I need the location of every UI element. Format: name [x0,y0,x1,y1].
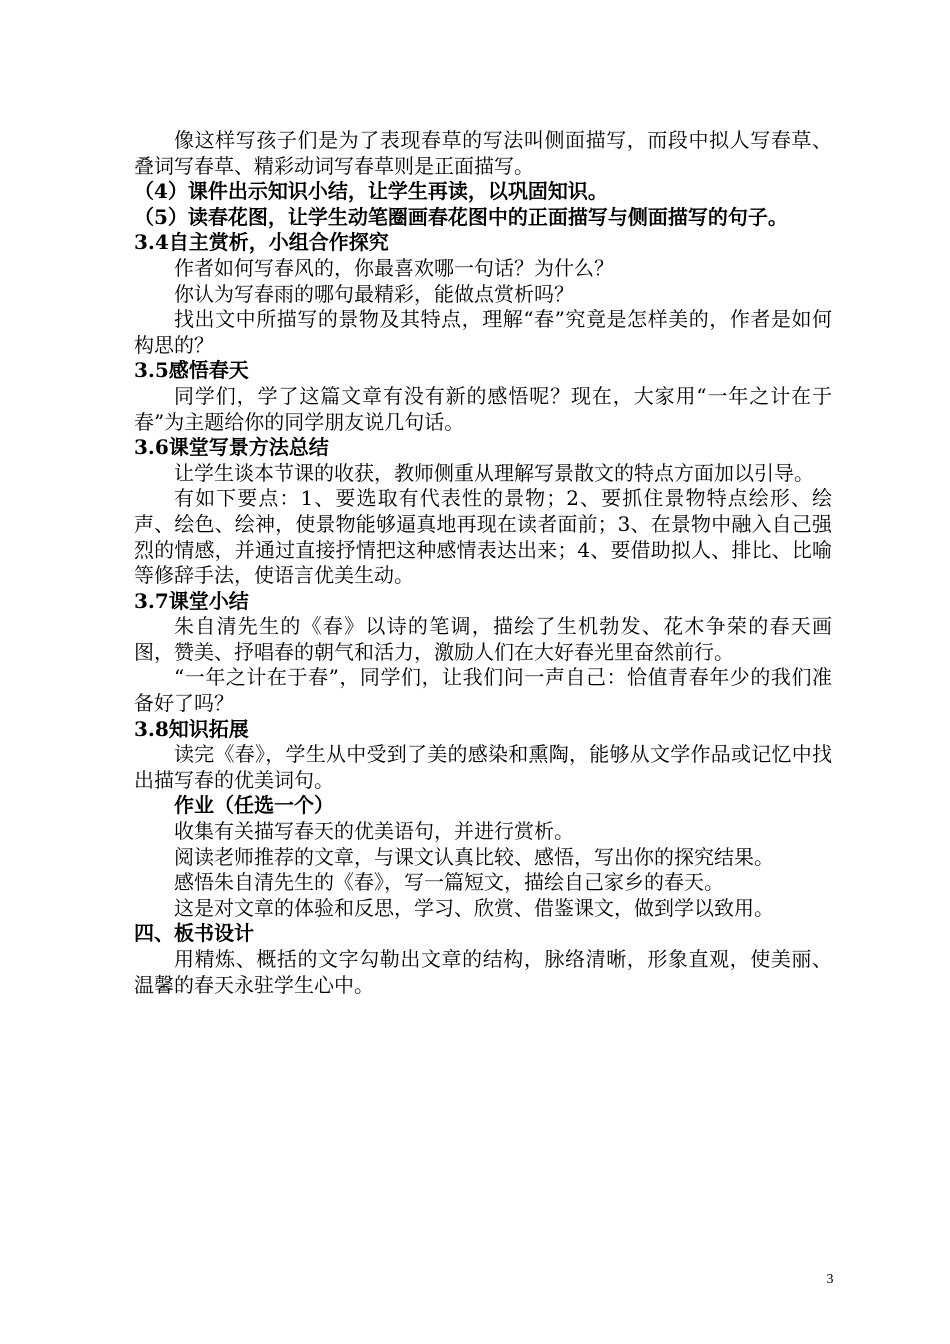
section-3-7-heading: 3.7课堂小结 [134,588,249,613]
paragraph-knowledge-extension: 读完《春》，学生从中受到了美的感染和熏陶，能够从文学作品或记忆中找出描写春的优美词句。 [134,742,832,792]
paragraph-lesson-harvest: 让学生谈本节课的收获，教师侧重从理解写景散文的特点方面加以引导。 [174,460,814,485]
step-4-heading: （4）课件出示知识小结，让学生再读，以巩固知识。 [134,179,608,204]
homework-item-2: 阅读老师推荐的文章，与课文认真比较、感悟，写出你的探究结果。 [174,844,774,869]
question-scenery-structure: 找出文中所描写的景物及其特点，理解“春”究竟是怎样美的，作者是如何构思的？ [134,307,832,357]
document-body [134,128,832,998]
step-5-heading: （5）读春花图，让学生动笔圈画春花图中的正面描写与侧面描写的句子。 [134,204,788,229]
section-3-4-heading: 3.4自主赏析，小组合作探究 [134,230,389,255]
section-4-heading: 四、板书设计 [134,921,254,946]
homework-heading: 作业（任选一个） [174,793,334,818]
homework-item-1: 收集有关描写春天的优美语句，并进行赏析。 [174,819,574,844]
section-3-8-heading: 3.8知识拓展 [134,716,249,741]
homework-item-3: 感悟朱自清先生的《春》，写一篇短文，描绘自己家乡的春天。 [174,870,724,895]
paragraph-key-points: 有如下要点：1、要选取有代表性的景物；2、要抓住景物特点绘形、绘声、绘色、绘神，使景物能够逼真地再现在读者面前；3、在景物中融入自己强烈的情感，并通过直接抒情把这种感情表达出来；4、要借助拟人、排比、比喻等修辞手法，使语言优美生动。 [134,486,832,588]
paragraph-board-design: 用精炼、概括的文字勾勒出文章的结构，脉络清晰，形象直观，使美丽、温馨的春天永驻学生心中。 [134,947,832,997]
paragraph-summary: 朱自清先生的《春》以诗的笔调，描绘了生机勃发、花木争荣的春天画图，赞美、抒唱春的朝气和活力，激励人们在大好春光里奋然前行。 [134,614,832,664]
paragraph-feel-spring: 同学们，学了这篇文章有没有新的感悟呢？现在，大家用“一年之计在于春”为主题给你的同学朋友说几句话。 [134,383,832,434]
section-3-6-heading: 3.6课堂写景方法总结 [134,435,329,460]
paragraph-side-description: 像这样写孩子们是为了表现春草的写法叫侧面描写，而段中拟人写春草、叠词写春草、精彩动词写春草则是正面描写。 [134,128,832,178]
section-3-5-heading: 3.5感悟春天 [134,358,249,383]
paragraph-reflection: 这是对文章的体验和反思，学习、欣赏、借鉴课文，做到学以致用。 [174,895,774,920]
question-spring-wind: 作者如何写春风的，你最喜欢哪一句话？为什么？ [174,255,614,280]
page-number: 3 [826,1272,834,1287]
question-spring-rain: 你认为写春雨的哪句最精彩，能做点赏析吗？ [174,281,574,306]
paragraph-ask-ourselves: “一年之计在于春”，同学们，让我们问一声自己：恰值青春年少的我们准备好了吗？ [134,665,832,716]
